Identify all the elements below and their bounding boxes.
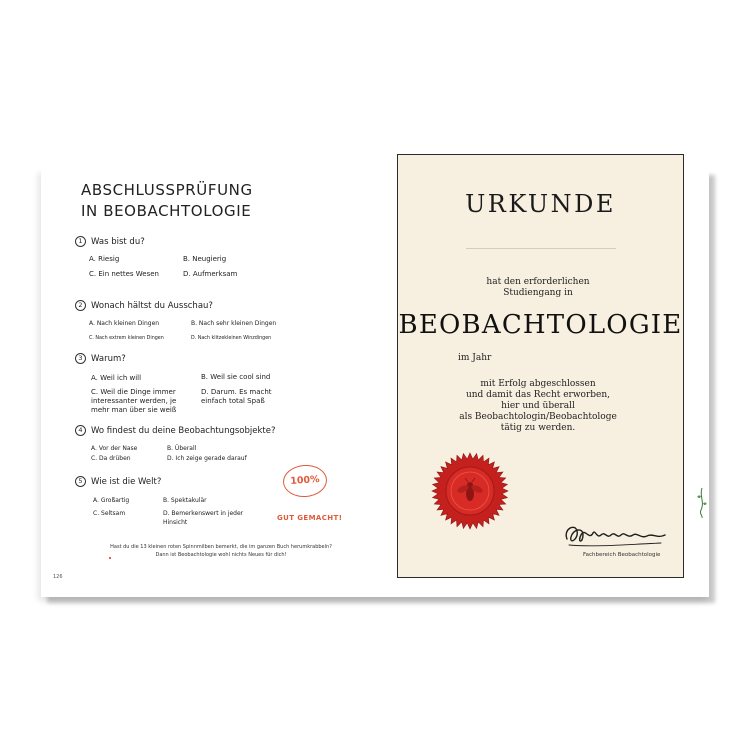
option-a: A. Weil ich will (91, 374, 142, 382)
certificate (397, 154, 684, 578)
option-c: C. Nach extrem kleinen Dingen (89, 336, 164, 341)
certificate-department: Fachbereich Beobachtologie (583, 552, 661, 558)
option-d: D. Ich zeige gerade darauf (167, 455, 247, 462)
text-line: tätig zu werden. (500, 423, 576, 433)
option-b: B. Weil sie cool sind (201, 373, 271, 381)
signature-icon (561, 517, 671, 553)
question-4 (75, 425, 275, 436)
certificate-title: URKUNDE (465, 190, 616, 218)
question-text: Warum? (91, 353, 126, 364)
question-text: Wo findest du deine Beobachtungsobjekte? (91, 425, 276, 436)
question-2 (75, 300, 213, 311)
exam-title-line1: ABSCHLUSSPRÜFUNG (81, 181, 253, 199)
certificate-year-line: im Jahr (458, 353, 492, 363)
option-a: A. Nach kleinen Dingen (89, 320, 160, 327)
option-c: C. Weil die Dinge immer interessanter werden, je mehr man über sie weiß (91, 388, 177, 414)
page-number: 126 (53, 574, 63, 580)
certificate-text-c (438, 379, 638, 434)
book-spread (41, 169, 709, 597)
footnote-line1: Hast du die 13 kleinen roten Spinnmilben bemerkt, die im ganzen Buch herumkrabbeln? (110, 544, 332, 550)
option-a: A. Riesig (89, 255, 120, 263)
option-a: A. Großartig (93, 497, 130, 504)
option-b: B. Neugierig (183, 255, 227, 263)
bee-seal-icon (430, 451, 510, 531)
footnote-line2: Dann ist Beobachtologie wohl nichts Neues für dich! (155, 552, 287, 558)
text-line: hat den erforderlichen (486, 277, 590, 287)
question-number: 5 (75, 476, 86, 487)
option-c: C. Ein nettes Wesen (89, 270, 159, 278)
question-number: 2 (75, 300, 86, 311)
option-b: B. Nach sehr kleinen Dingen (191, 320, 277, 327)
certificate-page (375, 169, 709, 597)
footnote (101, 543, 341, 559)
text-line: als Beobachtologin/Beobachtologe (459, 412, 617, 422)
text-line: hier und überall (501, 401, 575, 411)
score-stamp: 100% (282, 464, 328, 499)
stamp-caption: GUT GEMACHT! (277, 514, 343, 522)
vine-icon (695, 488, 709, 518)
exam-title (81, 180, 253, 222)
option-c: C. Da drüben (91, 455, 131, 462)
question-number: 1 (75, 236, 86, 247)
spider-mite-dot (109, 557, 111, 559)
option-d: D. Nach klitzekleinen Winzdingen (191, 336, 272, 341)
question-3 (75, 353, 126, 364)
question-1 (75, 236, 145, 247)
option-c: C. Seltsam (93, 510, 126, 517)
option-d: D. Darum. Es macht einfach total Spaß (201, 388, 272, 405)
question-text: Wonach hältst du Ausschau? (91, 300, 213, 311)
exam-page (41, 169, 375, 597)
option-a: A. Vor der Nase (91, 445, 138, 452)
question-number: 3 (75, 353, 86, 364)
option-b: B. Überall (167, 445, 197, 452)
option-b: B. Spektakulär (163, 497, 207, 504)
question-text: Was bist du? (91, 236, 145, 247)
certificate-text-a (468, 277, 608, 299)
exam-title-line2: IN BEOBACHTOLOGIE (81, 202, 252, 220)
text-line: Studiengang in (503, 288, 573, 298)
question-number: 4 (75, 425, 86, 436)
text-line: und damit das Recht erworben, (465, 390, 611, 400)
option-d: D. Aufmerksam (183, 270, 238, 278)
text-line: mit Erfolg abgeschlossen (480, 379, 596, 389)
certificate-subject: BEOBACHTOLOGIE (398, 310, 683, 340)
option-d: D. Bemerkenswert in jeder Hinsicht (163, 510, 244, 526)
question-text: Wie ist die Welt? (91, 476, 162, 487)
question-5 (75, 476, 161, 487)
name-line (466, 248, 616, 249)
